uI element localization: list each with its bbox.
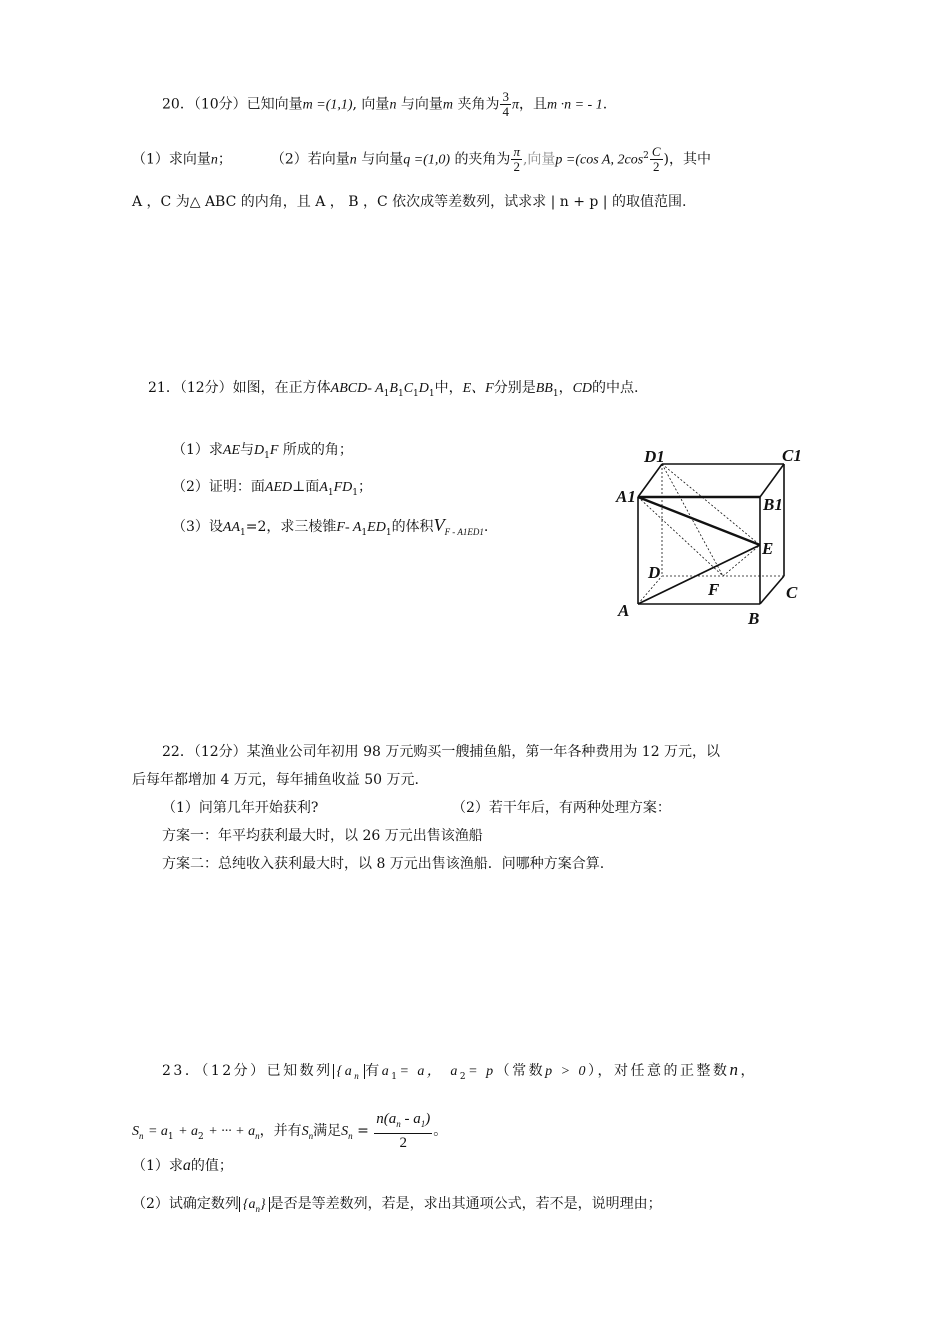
q22-line4: 方案一：年平均获利最大时，以 26 万元出售该渔船	[162, 828, 483, 844]
label-c1: C1	[782, 446, 802, 465]
label-e: E	[762, 539, 774, 558]
q23-line2: $S_n = a_1 + a_2$ + ··· + $a_n$，并有$S_n$满足$S_n$ = $\frac{n(a_n - a_1)}{2}$ 。	[132, 1111, 448, 1151]
q21-sub2: （2）证明：面AED⊥面$A_1FD_1$；	[172, 479, 373, 498]
label-b1: B1	[763, 495, 783, 514]
label-f: F	[708, 580, 720, 599]
q22-line1: 22．（12分）某渔业公司年初用 98 万元购买一艘捕鱼船，第一年各种费用为 12 万元，以	[162, 744, 721, 760]
fraction-sn: $\frac{n(a_n - a_1)}{2}$	[376, 1111, 431, 1151]
q22-line5: 方案二：总纯收入获利最大时，以 8 万元出售该渔船．问哪种方案合算.	[162, 856, 605, 872]
q22-line2: 后每年都增加 4 万元，每年捕鱼收益 50 万元.	[132, 772, 419, 788]
q20-line1: 20．（10分）已知向量m =(1,1), 向量n 与向量m 夹角为 $\frac{3}{4}$ π，且m ·n = - 1.	[162, 89, 608, 119]
q21-sub3: （3）设$AA_1=2$，求三棱锥F- $A_1ED_1$的体积$V_{F - A1ED1}$.	[172, 515, 489, 538]
sequence-an: {$a_n$	[333, 1064, 366, 1079]
q22-line3a: （1）问第几年开始获利?	[162, 800, 319, 816]
q23-sub1: （1）求a的值；	[132, 1157, 233, 1174]
q21-sub1: （1）求AE与$D_1F$ 所成的角；	[172, 442, 353, 461]
line-a1-e	[638, 497, 760, 545]
line-d1-f	[662, 464, 723, 576]
fraction-3-4: $\frac{3}{4}$	[502, 89, 509, 119]
label-d: D	[648, 563, 661, 582]
q20-line3: A ，C 为△ ABC 的内角，且 A ， B ，C 依次成等差数列，试求求 | n + p | 的取值范围.	[132, 194, 687, 210]
label-c: C	[786, 583, 798, 602]
q23-line1: 23．（12分）已知数列 {$a_n$ 有$a_1= a$， $a_2= p$（常数p > 0），对任意的正整数n，	[162, 1060, 758, 1082]
cube-diagram	[612, 442, 822, 632]
sequence-an-2: $\{a_n\}$	[239, 1197, 270, 1212]
label-d1: D1	[644, 447, 665, 466]
q22-line3b: （2）若干年后，有两种处理方案：	[452, 800, 671, 816]
q21-title: 21．（12分）如图，在正方体ABCD- $A_1B_1C_1D_1$中，E、F分别是$BB_1$，CD的中点.	[148, 380, 639, 399]
fraction-pi-2: $\frac{\pi}{2}$	[513, 144, 520, 174]
edge-b1-c1	[760, 464, 784, 497]
fraction-c-2: $\frac{C}{2}$	[651, 144, 661, 174]
q23-sub2: （2）试确定数列 $\{a_n\}$ 是否是等差数列，若是，求出其通项公式，若不是，说明理由；	[132, 1196, 662, 1214]
q20-line2: （1）求向量n； （2）若向量n 与向量q =(1,0) 的夹角为 $\frac{\pi}{2}$ ,向量p =(cos A, $2\cos^2$ $\frac{C}{2}$ )，其中	[132, 144, 712, 174]
label-b: B	[748, 609, 760, 628]
edge-a1-d1	[638, 464, 662, 497]
edge-b-c	[760, 576, 784, 604]
label-a1: A1	[616, 487, 636, 506]
label-a: A	[618, 601, 630, 620]
